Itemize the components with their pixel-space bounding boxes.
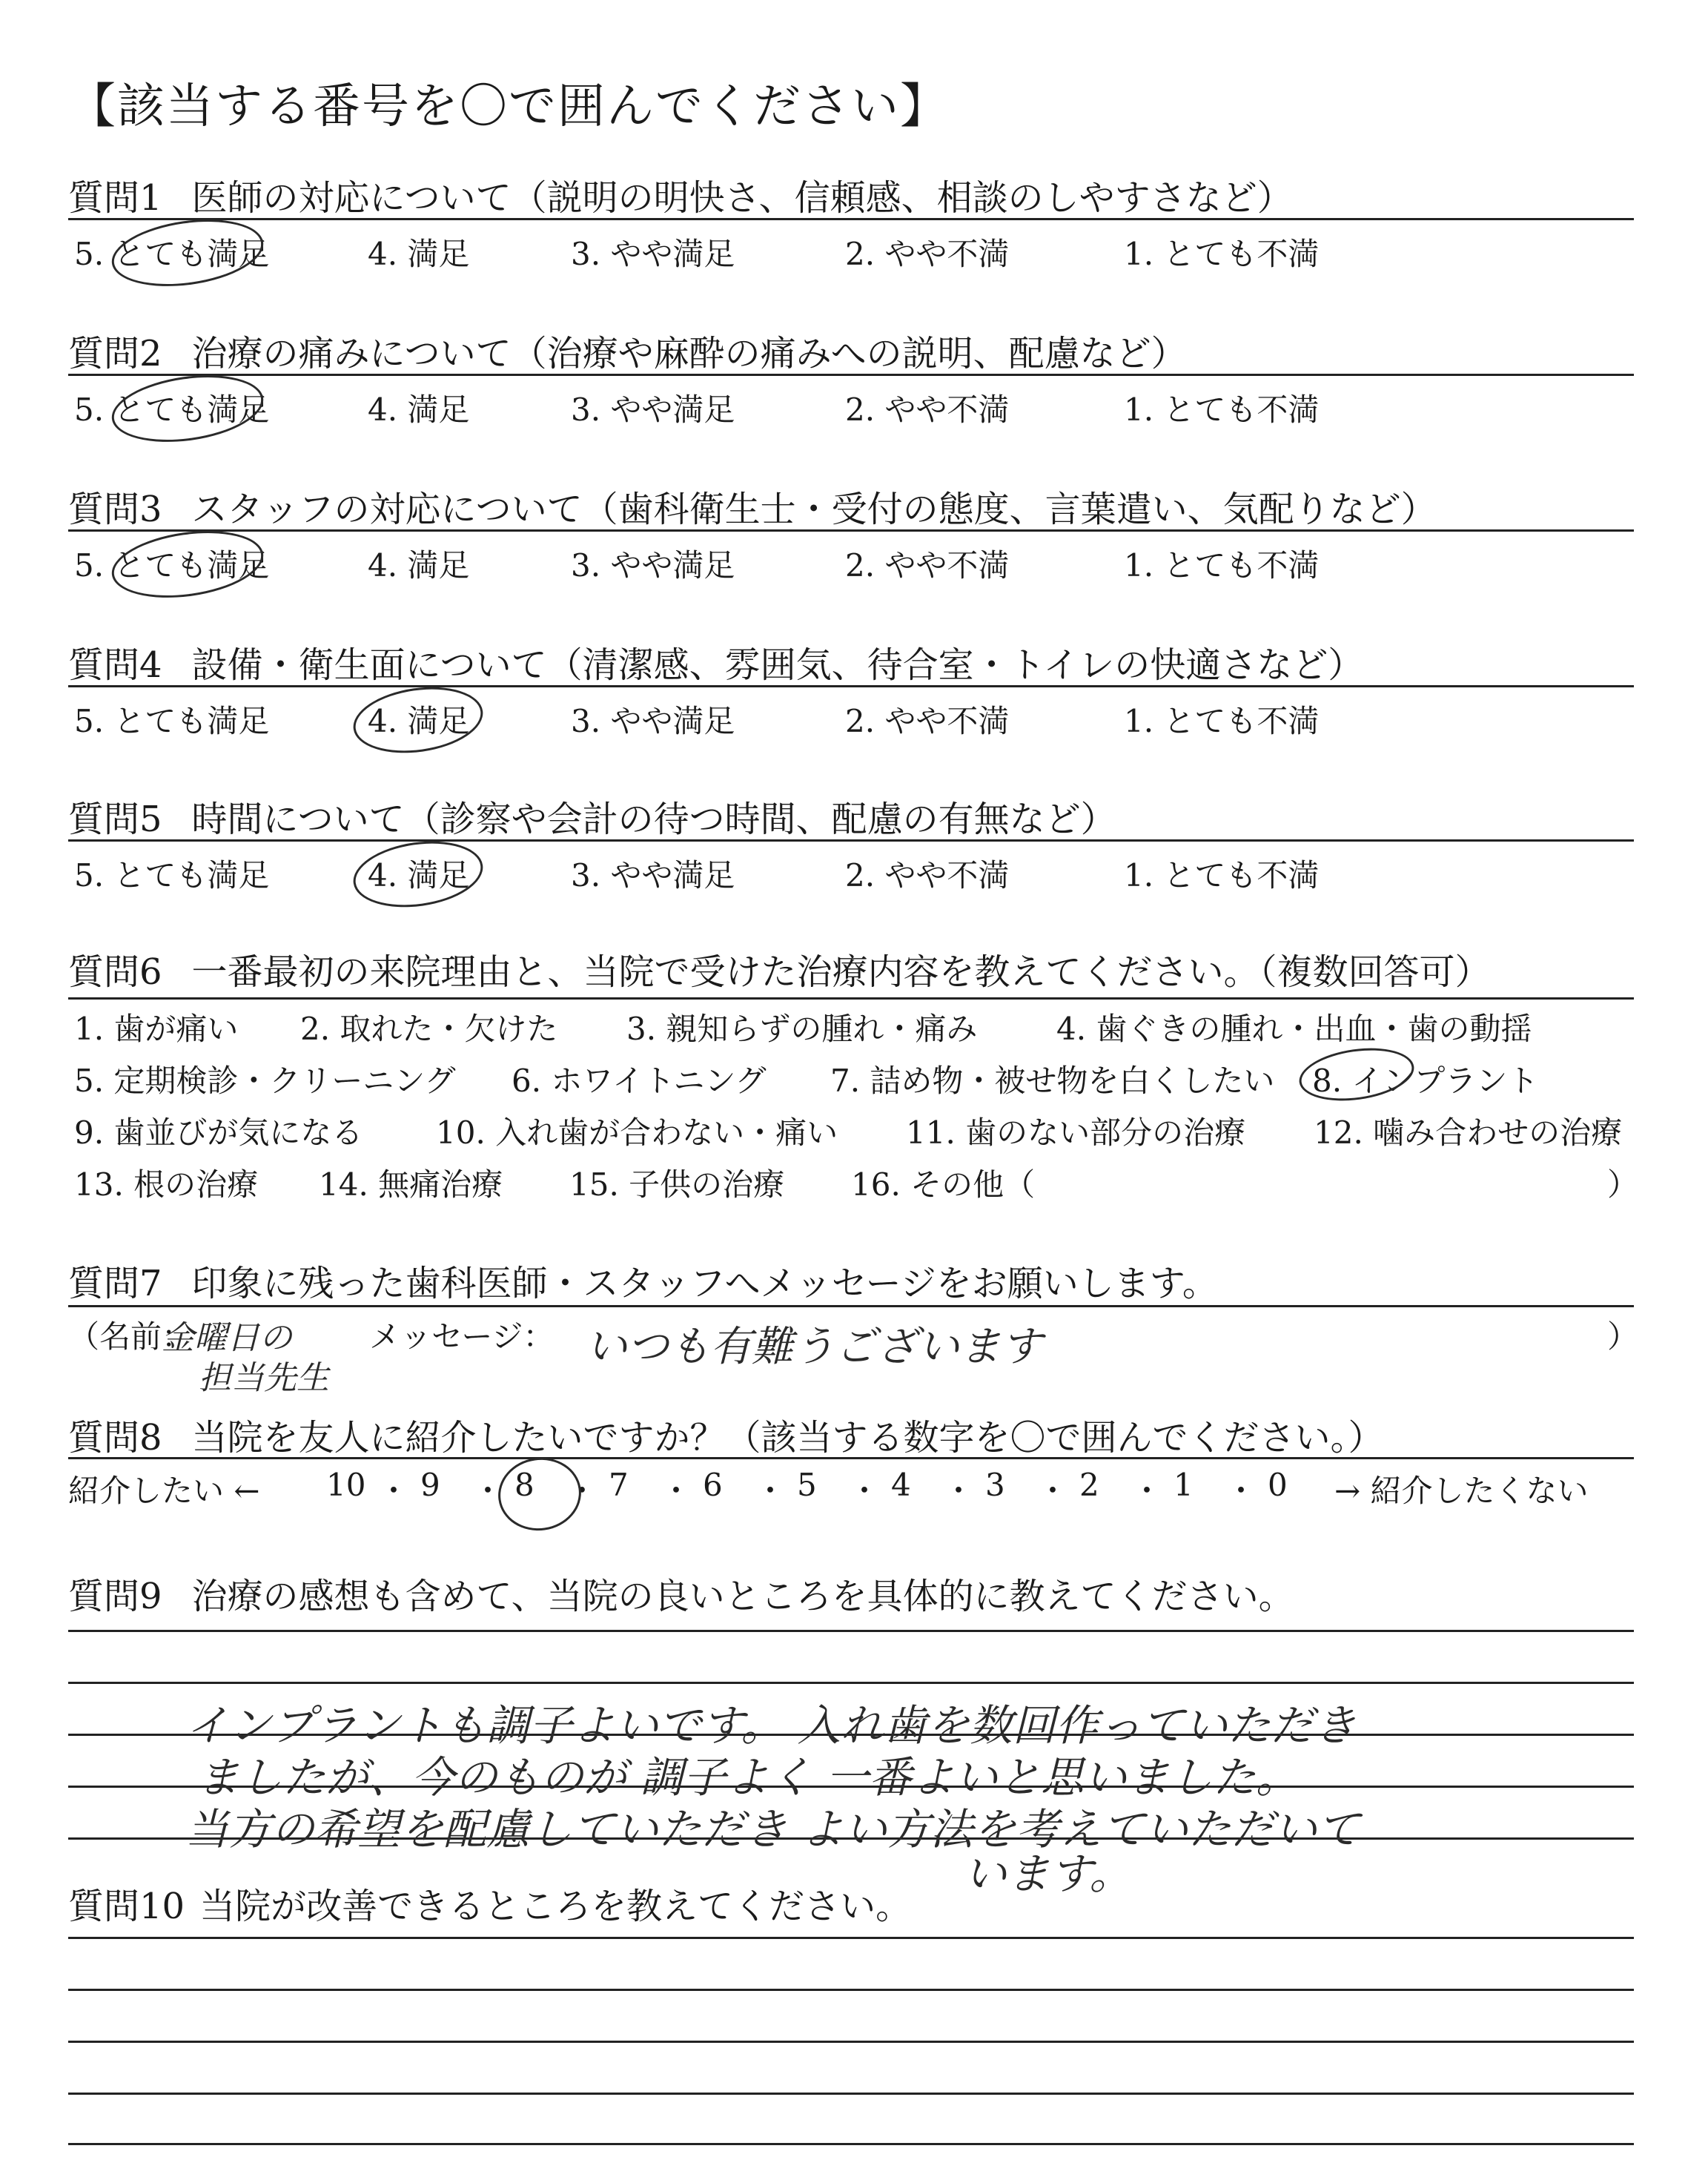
q8-right-label: → 紹介したくない bbox=[1334, 1473, 1589, 1509]
q5-option-4[interactable]: 4. 満足 bbox=[368, 857, 470, 894]
q8-separator: ・ bbox=[755, 1473, 787, 1509]
q9-answer-line-4: います。 bbox=[964, 1849, 1133, 1899]
q6-option-13[interactable]: 13. 根の治療 bbox=[74, 1166, 259, 1203]
q2-option-1[interactable]: 1. とても不満 bbox=[1124, 392, 1320, 428]
q7-message-label: メッセージ： bbox=[369, 1318, 555, 1355]
q2-option-5[interactable]: 5. とても満足 bbox=[74, 392, 270, 428]
q8-separator: ・ bbox=[1037, 1473, 1069, 1509]
q10-label: 質問10 bbox=[68, 1886, 185, 1927]
q3-option-1[interactable]: 1. とても不満 bbox=[1124, 547, 1320, 584]
q6-option-1[interactable]: 1. 歯が痛い bbox=[74, 1011, 239, 1047]
q7-label: 質問7 bbox=[68, 1263, 162, 1304]
q2-option-2[interactable]: 2. やや不満 bbox=[845, 392, 1010, 428]
q5-rule bbox=[68, 839, 1634, 842]
q7-name-value-2: 担当先生 bbox=[199, 1359, 329, 1397]
q5-title bbox=[68, 790, 1634, 842]
q9-title bbox=[68, 1568, 1634, 1619]
q8-number-6[interactable]: 6 bbox=[703, 1467, 723, 1503]
q5-option-1[interactable]: 1. とても不満 bbox=[1124, 857, 1320, 894]
q1-option-3[interactable]: 3. やや満足 bbox=[571, 236, 735, 272]
q8-number-3[interactable]: 3 bbox=[985, 1467, 1005, 1503]
q8-separator: ・ bbox=[1225, 1473, 1257, 1509]
q6-option-4[interactable]: 4. 歯ぐきの腫れ・出血・歯の動揺 bbox=[1056, 1011, 1532, 1047]
q8-selection-circle bbox=[494, 1453, 586, 1536]
q4-label: 質問4 bbox=[68, 644, 162, 686]
form-header: 【該当する番号を〇で囲んでください】 bbox=[68, 79, 949, 134]
q2-option-3[interactable]: 3. やや満足 bbox=[571, 392, 735, 428]
q4-option-4[interactable]: 4. 満足 bbox=[368, 703, 470, 739]
q5-selection-circle bbox=[349, 833, 487, 915]
q6-rule bbox=[68, 997, 1634, 1000]
q8-number-0[interactable]: 0 bbox=[1268, 1467, 1288, 1503]
q6-other-close: ） bbox=[1607, 1166, 1639, 1203]
q2-label: 質問2 bbox=[68, 333, 162, 374]
q1-option-2[interactable]: 2. やや不満 bbox=[845, 236, 1010, 272]
q2-text: 治療の痛みについて（治療や麻酔の痛みへの説明、配慮など） bbox=[191, 333, 1187, 374]
q4-option-1[interactable]: 1. とても不満 bbox=[1124, 703, 1320, 739]
q3-text: スタッフの対応について（歯科衛生士・受付の態度、言葉遣い、気配りなど） bbox=[191, 489, 1437, 530]
q3-option-3[interactable]: 3. やや満足 bbox=[571, 547, 735, 584]
q6-option-2[interactable]: 2. 取れた・欠けた bbox=[300, 1011, 558, 1047]
q4-selection-circle bbox=[349, 679, 487, 761]
q7-message-value: いつも有難うございます bbox=[586, 1323, 1042, 1371]
q6-option-7[interactable]: 7. 詰め物・被せ物を白くしたい bbox=[830, 1063, 1275, 1099]
q2-title bbox=[68, 325, 1634, 376]
q4-text: 設備・衛生面について（清潔感、雰囲気、待合室・トイレの快適さなど） bbox=[191, 644, 1364, 686]
q1-option-1[interactable]: 1. とても不満 bbox=[1124, 236, 1320, 272]
q3-title bbox=[68, 480, 1634, 532]
q6-text: 一番最初の来院理由と、当院で受けた治療内容を教えてください。（複数回答可） bbox=[191, 951, 1491, 993]
q1-option-5[interactable]: 5. とても満足 bbox=[74, 236, 270, 272]
q8-number-1[interactable]: 1 bbox=[1174, 1467, 1194, 1503]
q9-text: 治療の感想も含めて、当院の良いところを具体的に教えてください。 bbox=[191, 1576, 1294, 1617]
q3-label: 質問3 bbox=[68, 489, 162, 530]
q9-answer-line-2: ましたが、今のものが 調子よく 一番よいと思いました。 bbox=[196, 1752, 1299, 1803]
q9-rule-2 bbox=[68, 1682, 1634, 1684]
q8-number-8[interactable]: 8 bbox=[514, 1467, 534, 1503]
q8-rule bbox=[68, 1457, 1634, 1459]
q3-option-5[interactable]: 5. とても満足 bbox=[74, 547, 270, 584]
q1-option-4[interactable]: 4. 満足 bbox=[368, 236, 470, 272]
q6-option-15[interactable]: 15. 子供の治療 bbox=[569, 1166, 785, 1203]
q10-rule-4 bbox=[68, 2093, 1634, 2095]
q6-option-11[interactable]: 11. 歯のない部分の治療 bbox=[906, 1114, 1246, 1151]
q6-option-3[interactable]: 3. 親知らずの腫れ・痛み bbox=[626, 1011, 978, 1047]
q2-rule bbox=[68, 374, 1634, 376]
q4-rule bbox=[68, 685, 1634, 687]
q8-separator: ・ bbox=[566, 1473, 598, 1509]
q8-number-2[interactable]: 2 bbox=[1079, 1467, 1099, 1503]
q8-number-7[interactable]: 7 bbox=[609, 1467, 629, 1503]
q2-selection-circle bbox=[107, 366, 268, 451]
q3-option-2[interactable]: 2. やや不満 bbox=[845, 547, 1010, 584]
q4-option-3[interactable]: 3. やや満足 bbox=[571, 703, 735, 739]
q8-left-label: 紹介したい ← bbox=[68, 1473, 260, 1509]
q8-separator: ・ bbox=[378, 1473, 410, 1509]
q10-rule-5 bbox=[68, 2143, 1634, 2145]
q7-name-label: （名前： bbox=[68, 1318, 193, 1355]
q9-rule-1 bbox=[68, 1630, 1634, 1632]
q6-option-16[interactable]: 16. その他（ bbox=[851, 1166, 1036, 1203]
q10-rule-3 bbox=[68, 2041, 1634, 2043]
q6-option-12[interactable]: 12. 噛み合わせの治療 bbox=[1314, 1114, 1623, 1151]
q5-option-3[interactable]: 3. やや満足 bbox=[571, 857, 735, 894]
q3-rule bbox=[68, 529, 1634, 532]
q8-number-9[interactable]: 9 bbox=[420, 1467, 440, 1503]
q6-option-10[interactable]: 10. 入れ歯が合わない・痛い bbox=[436, 1114, 838, 1151]
q8-separator: ・ bbox=[849, 1473, 881, 1509]
q1-rule bbox=[68, 218, 1634, 220]
q8-number-10[interactable]: 10 bbox=[326, 1467, 366, 1503]
q5-option-2[interactable]: 2. やや不満 bbox=[845, 857, 1010, 894]
q6-label: 質問6 bbox=[68, 951, 162, 993]
q8-separator: ・ bbox=[661, 1473, 692, 1509]
q7-name-value-1: 金曜日の bbox=[162, 1319, 292, 1357]
q1-text: 医師の対応について（説明の明快さ、信頼感、相談のしやすさなど） bbox=[191, 177, 1293, 219]
q5-option-5[interactable]: 5. とても満足 bbox=[74, 857, 270, 894]
q6-option-9[interactable]: 9. 歯並びが気になる bbox=[74, 1114, 363, 1151]
q10-title bbox=[68, 1877, 1634, 1929]
q8-label: 質問8 bbox=[68, 1417, 162, 1459]
q3-selection-circle bbox=[107, 522, 268, 607]
q4-title bbox=[68, 636, 1634, 687]
q10-rule-1 bbox=[68, 1937, 1634, 1939]
q9-answer-line-1: インプラントも調子よいです。 入れ歯を数回作っていただき bbox=[185, 1700, 1357, 1751]
q5-label: 質問5 bbox=[68, 799, 162, 840]
q8-number-5[interactable]: 5 bbox=[797, 1467, 817, 1503]
q1-title bbox=[68, 169, 1634, 220]
q9-answer-line-3: 当方の希望を配慮していただき よい方法を考えていただいて bbox=[185, 1804, 1360, 1855]
q10-text: 当院が改善できるところを教えてください。 bbox=[199, 1886, 912, 1927]
q8-separator: ・ bbox=[1131, 1473, 1163, 1509]
q8-number-4[interactable]: 4 bbox=[891, 1467, 911, 1503]
q6-option-8[interactable]: 8. インプラント bbox=[1312, 1063, 1539, 1099]
q10-rule-2 bbox=[68, 1989, 1634, 1991]
q7-rule bbox=[68, 1305, 1634, 1307]
q5-text: 時間について（診察や会計の待つ時間、配慮の有無など） bbox=[191, 799, 1116, 840]
q6-option-6[interactable]: 6. ホワイトニング bbox=[512, 1063, 767, 1099]
q8-title bbox=[68, 1409, 1634, 1460]
q9-label: 質問9 bbox=[68, 1576, 162, 1617]
q8-separator: ・ bbox=[943, 1473, 975, 1509]
q6-title bbox=[68, 943, 1634, 994]
q1-selection-circle bbox=[107, 211, 268, 295]
q4-option-2[interactable]: 2. やや不満 bbox=[845, 703, 1010, 739]
q6-option-14[interactable]: 14. 無痛治療 bbox=[319, 1166, 503, 1203]
q3-option-4[interactable]: 4. 満足 bbox=[368, 547, 470, 584]
q6-option-5[interactable]: 5. 定期検診・クリーニング bbox=[74, 1063, 456, 1099]
q1-label: 質問1 bbox=[68, 177, 162, 219]
q2-option-4[interactable]: 4. 満足 bbox=[368, 392, 470, 428]
q4-option-5[interactable]: 5. とても満足 bbox=[74, 703, 270, 739]
q7-title bbox=[68, 1255, 1634, 1306]
q7-text: 印象に残った歯科医師・スタッフへメッセージをお願いします。 bbox=[191, 1263, 1218, 1304]
q7-close: ） bbox=[1607, 1318, 1639, 1355]
q8-text: 当院を友人に紹介したいですか？（該当する数字を〇で囲んでください。） bbox=[191, 1417, 1384, 1459]
q8-separator: ・ bbox=[472, 1473, 504, 1509]
